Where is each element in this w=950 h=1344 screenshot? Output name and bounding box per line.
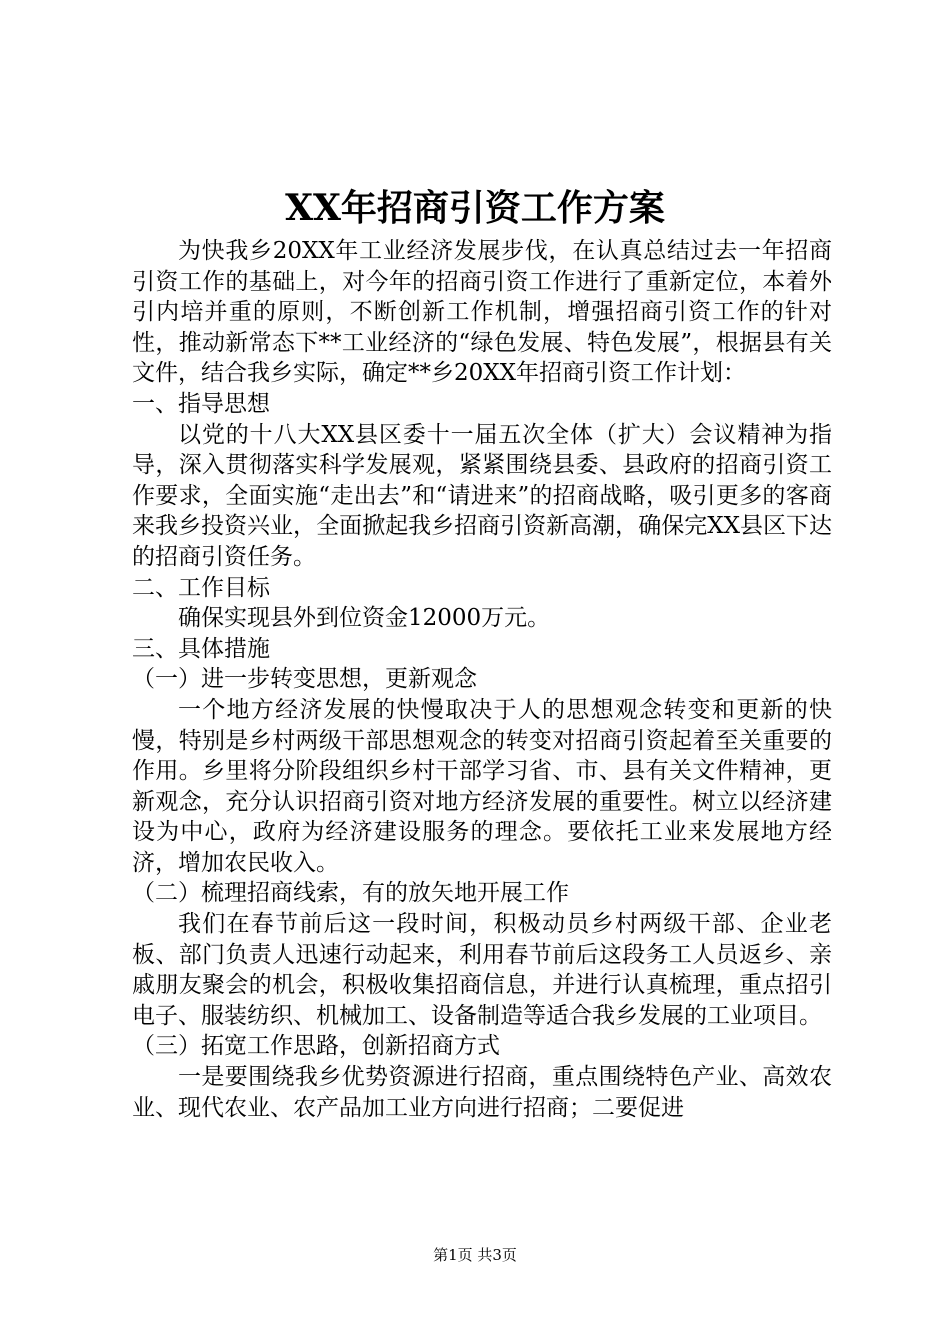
section-heading-guiding-thought: 一、指导思想 <box>132 390 270 417</box>
page-title: XX年招商引资工作方案 <box>285 187 665 229</box>
paragraph-measure-1: 一个地方经济发展的快慢取决于人的思想观念转变和更新的快慢，特别是乡村两级干部思想观念的转变对招商引资起着至关重要的作用。乡里将分阶段组织乡村干部学习省、市、县有关文件精神，更新观念，充分认识招商引资对地方经济发展的重要性。树立以经济建设为中心，政府为经济建设服务的理念。要依托工业来发展地方经济，增加农民收入。 <box>132 696 832 876</box>
paragraph-intro: 为快我乡20XX年工业经济发展步伐，在认真总结过去一年招商引资工作的基础上，对今年的招商引资工作进行了重新定位，本着外引内培并重的原则，不断创新工作机制，增强招商引资工作的针对性，推动新常态下**工业经济的“绿色发展、特色发展”，根据县有关文件，结合我乡实际，确定**乡20XX年招商引资工作计划： <box>132 238 832 387</box>
section-heading-measures: 三、具体措施 <box>132 635 270 662</box>
section-heading-work-goal: 二、工作目标 <box>132 574 270 601</box>
paragraph-measure-3: 一是要围绕我乡优势资源进行招商，重点围绕特色产业、高效农业、现代农业、农产品加工业方向进行招商；二要促进 <box>132 1064 832 1121</box>
paragraph-measure-2: 我们在春节前后这一段时间，积极动员乡村两级干部、企业老板、部门负责人迅速行动起来，利用春节前后这段务工人员返乡、亲戚朋友聚会的机会，积极收集招商信息，并进行认真梳理，重点招引电子、服装纺织、机械加工、设备制造等适合我乡发展的工业项目。 <box>132 911 832 1029</box>
paragraph-work-goal: 确保实现县外到位资金12000万元。 <box>178 605 551 632</box>
document-body <box>132 236 832 1123</box>
paragraph-guiding-thought: 以党的十八大XX县区委十一届五次全体（扩大）会议精神为指导，深入贯彻落实科学发展观，紧紧围绕县委、县政府的招商引资工作要求，全面实施“走出去”和“请进来”的招商战略，吸引更多的客商来我乡投资兴业，全面掀起我乡招商引资新高潮，确保完XX县区下达的招商引资任务。 <box>132 421 832 570</box>
page-number: 第1页 共3页 <box>433 1246 517 1264</box>
subsection-heading-1: （一）进一步转变思想，更新观念 <box>132 666 477 693</box>
subsection-heading-2: （二）梳理招商线索，有的放矢地开展工作 <box>132 880 569 907</box>
subsection-heading-3: （三）拓宽工作思路，创新招商方式 <box>132 1033 500 1060</box>
